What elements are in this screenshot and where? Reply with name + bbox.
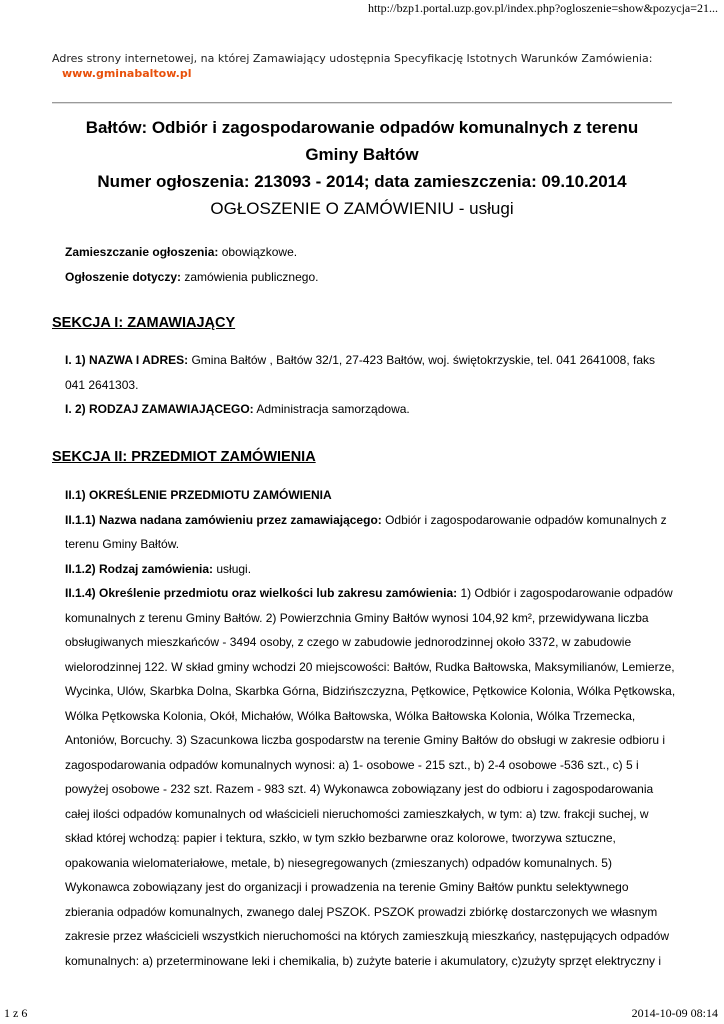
i2-value: Administracja samorządowa. bbox=[253, 402, 410, 416]
section-2-body bbox=[65, 483, 677, 973]
zamieszczanie-value: obowiązkowe. bbox=[218, 245, 298, 259]
zamieszczanie-label: Zamieszczanie ogłoszenia: bbox=[65, 245, 219, 259]
ii14-value: 1) Odbiór i zagospodarowanie odpadów komunalnych z terenu Gminy Bałtów. 2) Powierzchnia Gminy Bałtów wynosi 104,92 km², przewidywana liczba obsługiwanych mieszkańców - 3494 osoby, z czego w zabudowie jednorodzinnej około 3372, w zabudowie wielorodzinnej 122. W skład gminy wchodzi 20 miejscowości: Bałtów, Rudka Bałtowska, Maksymilianów, Lemierze, Wycinka, Ulów, Skarbka Dolna, Skarbka Górna, Bidzińszczyzna, Pętkowice, Pętkowice Kolonia, Wólka Pętkowska, Wólka Pętkowska Kolonia, Okół, Michałów, Wólka Bałtowska, Wólka Bałtowska Kolonia, Wólka Trzemecka, Antoniów, Borcuchy. 3) Szacunkowa liczba gospodarstw na terenie Gminy Bałtów do obsługi w zakresie odbioru i zagospodarowania odpadów komunalnych wynosi: a) 1- osobowe - 215 szt., b) 2-4 osobowe -536 szt., c) 5 i powyżej osobowe - 232 szt. Razem - 983 szt. 4) Wykonawca zobowiązany jest do odbioru i zagospodarowania całej ilości odpadów komunalnych od właścicieli nieruchomości zamieszkałych, w tym: a) tzw. frakcji suchej, w skład której wchodzą: papier i tektura, szkło, w tym szkło bezbarwne oraz kolorowe, tworzywa sztuczne, opakowania wielomateriałowe, metale, b) niesegregowanych (zmieszanych) odpadów komunalnych. 5) Wykonawca zobowiązany jest do organizacji i prowadzenia na terenie Gminy Bałtów punktu selektywnego zbierania odpadów komunalnych, zwanego dalej PSZOK. PSZOK prowadzi zbiórkę dostarczonych we własnym zakresie przez właścicieli wszystkich nieruchomości na których zamieszkują mieszkańcy, następujących odpadów komunalnych: a) przeterminowane leki i chemikalia, b) zużyte baterie i akumulatory, c)zużyty sprzęt elektryczny i bbox=[65, 586, 676, 968]
ii14-label: II.1.4) Określenie przedmiotu oraz wielkości lub zakresu zamówienia: bbox=[65, 586, 458, 600]
section-2-heading: SEKCJA II: PRZEDMIOT ZAMÓWIENIA bbox=[52, 449, 316, 465]
notice-meta bbox=[65, 240, 675, 290]
zamieszczanie-row bbox=[65, 240, 675, 265]
notice-number: Numer ogłoszenia: 213093 - 2014; data zamieszczenia: 09.10.2014 bbox=[97, 172, 627, 191]
ii11-paragraph bbox=[65, 508, 677, 557]
ii12-paragraph bbox=[65, 557, 677, 582]
section-1-heading: SEKCJA I: ZAMAWIAJĄCY bbox=[52, 315, 236, 331]
dotyczy-label: Ogłoszenie dotyczy: bbox=[65, 270, 182, 284]
ii1-heading: II.1) OKREŚLENIE PRZEDMIOTU ZAMÓWIENIA bbox=[65, 488, 332, 502]
i2-label: I. 2) RODZAJ ZAMAWIAJĄCEGO: bbox=[65, 402, 254, 416]
notice-type: OGŁOSZENIE O ZAMÓWIENIU - usługi bbox=[210, 199, 514, 218]
page-url-header: http://bzp1.portal.uzp.gov.pl/index.php?ogloszenie=show&pozycja=21... bbox=[367, 1, 718, 15]
dotyczy-row bbox=[65, 265, 675, 290]
print-datetime: 2014-10-09 08:14 bbox=[631, 1006, 718, 1020]
zamawiajacy-address bbox=[65, 348, 677, 397]
section-1-body bbox=[65, 348, 677, 422]
i1-label: I. 1) NAZWA I ADRES: bbox=[65, 353, 189, 367]
ii12-value: usługi. bbox=[213, 561, 252, 576]
notice-title bbox=[52, 114, 672, 222]
ii11-value: Odbiór i zagospodarowanie odpadów komunalnych z terenu Gminy Bałtów. bbox=[65, 512, 667, 551]
ii11-label: II.1.1) Nazwa nadana zamówieniu przez zamawiającego: bbox=[65, 512, 382, 527]
dotyczy-value: zamówienia publicznego. bbox=[181, 270, 319, 284]
gmina-website-link[interactable]: www.gminabaltow.pl bbox=[62, 67, 192, 80]
i1-value: Gmina Bałtów , Bałtów 32/1, 27-423 Bałtów, woj. świętokrzyskie, tel. 041 2641008, faks 041 2641303. bbox=[65, 353, 656, 392]
adres-label: Adres strony internetowej, na której Zamawiający udostępnia Specyfikację Istotnych Warunków Zamówienia: bbox=[52, 52, 653, 65]
ii12-label: II.1.2) Rodzaj zamówienia: bbox=[65, 561, 214, 576]
title-line-2: Gminy Bałtów bbox=[305, 145, 419, 164]
horizontal-rule bbox=[52, 102, 672, 104]
ii14-paragraph bbox=[65, 581, 677, 973]
zamawiajacy-type bbox=[65, 397, 677, 422]
title-line-1: Bałtów: Odbiór i zagospodarowanie odpadów komunalnych z terenu bbox=[85, 118, 639, 137]
page-counter: 1 z 6 bbox=[4, 1006, 28, 1020]
